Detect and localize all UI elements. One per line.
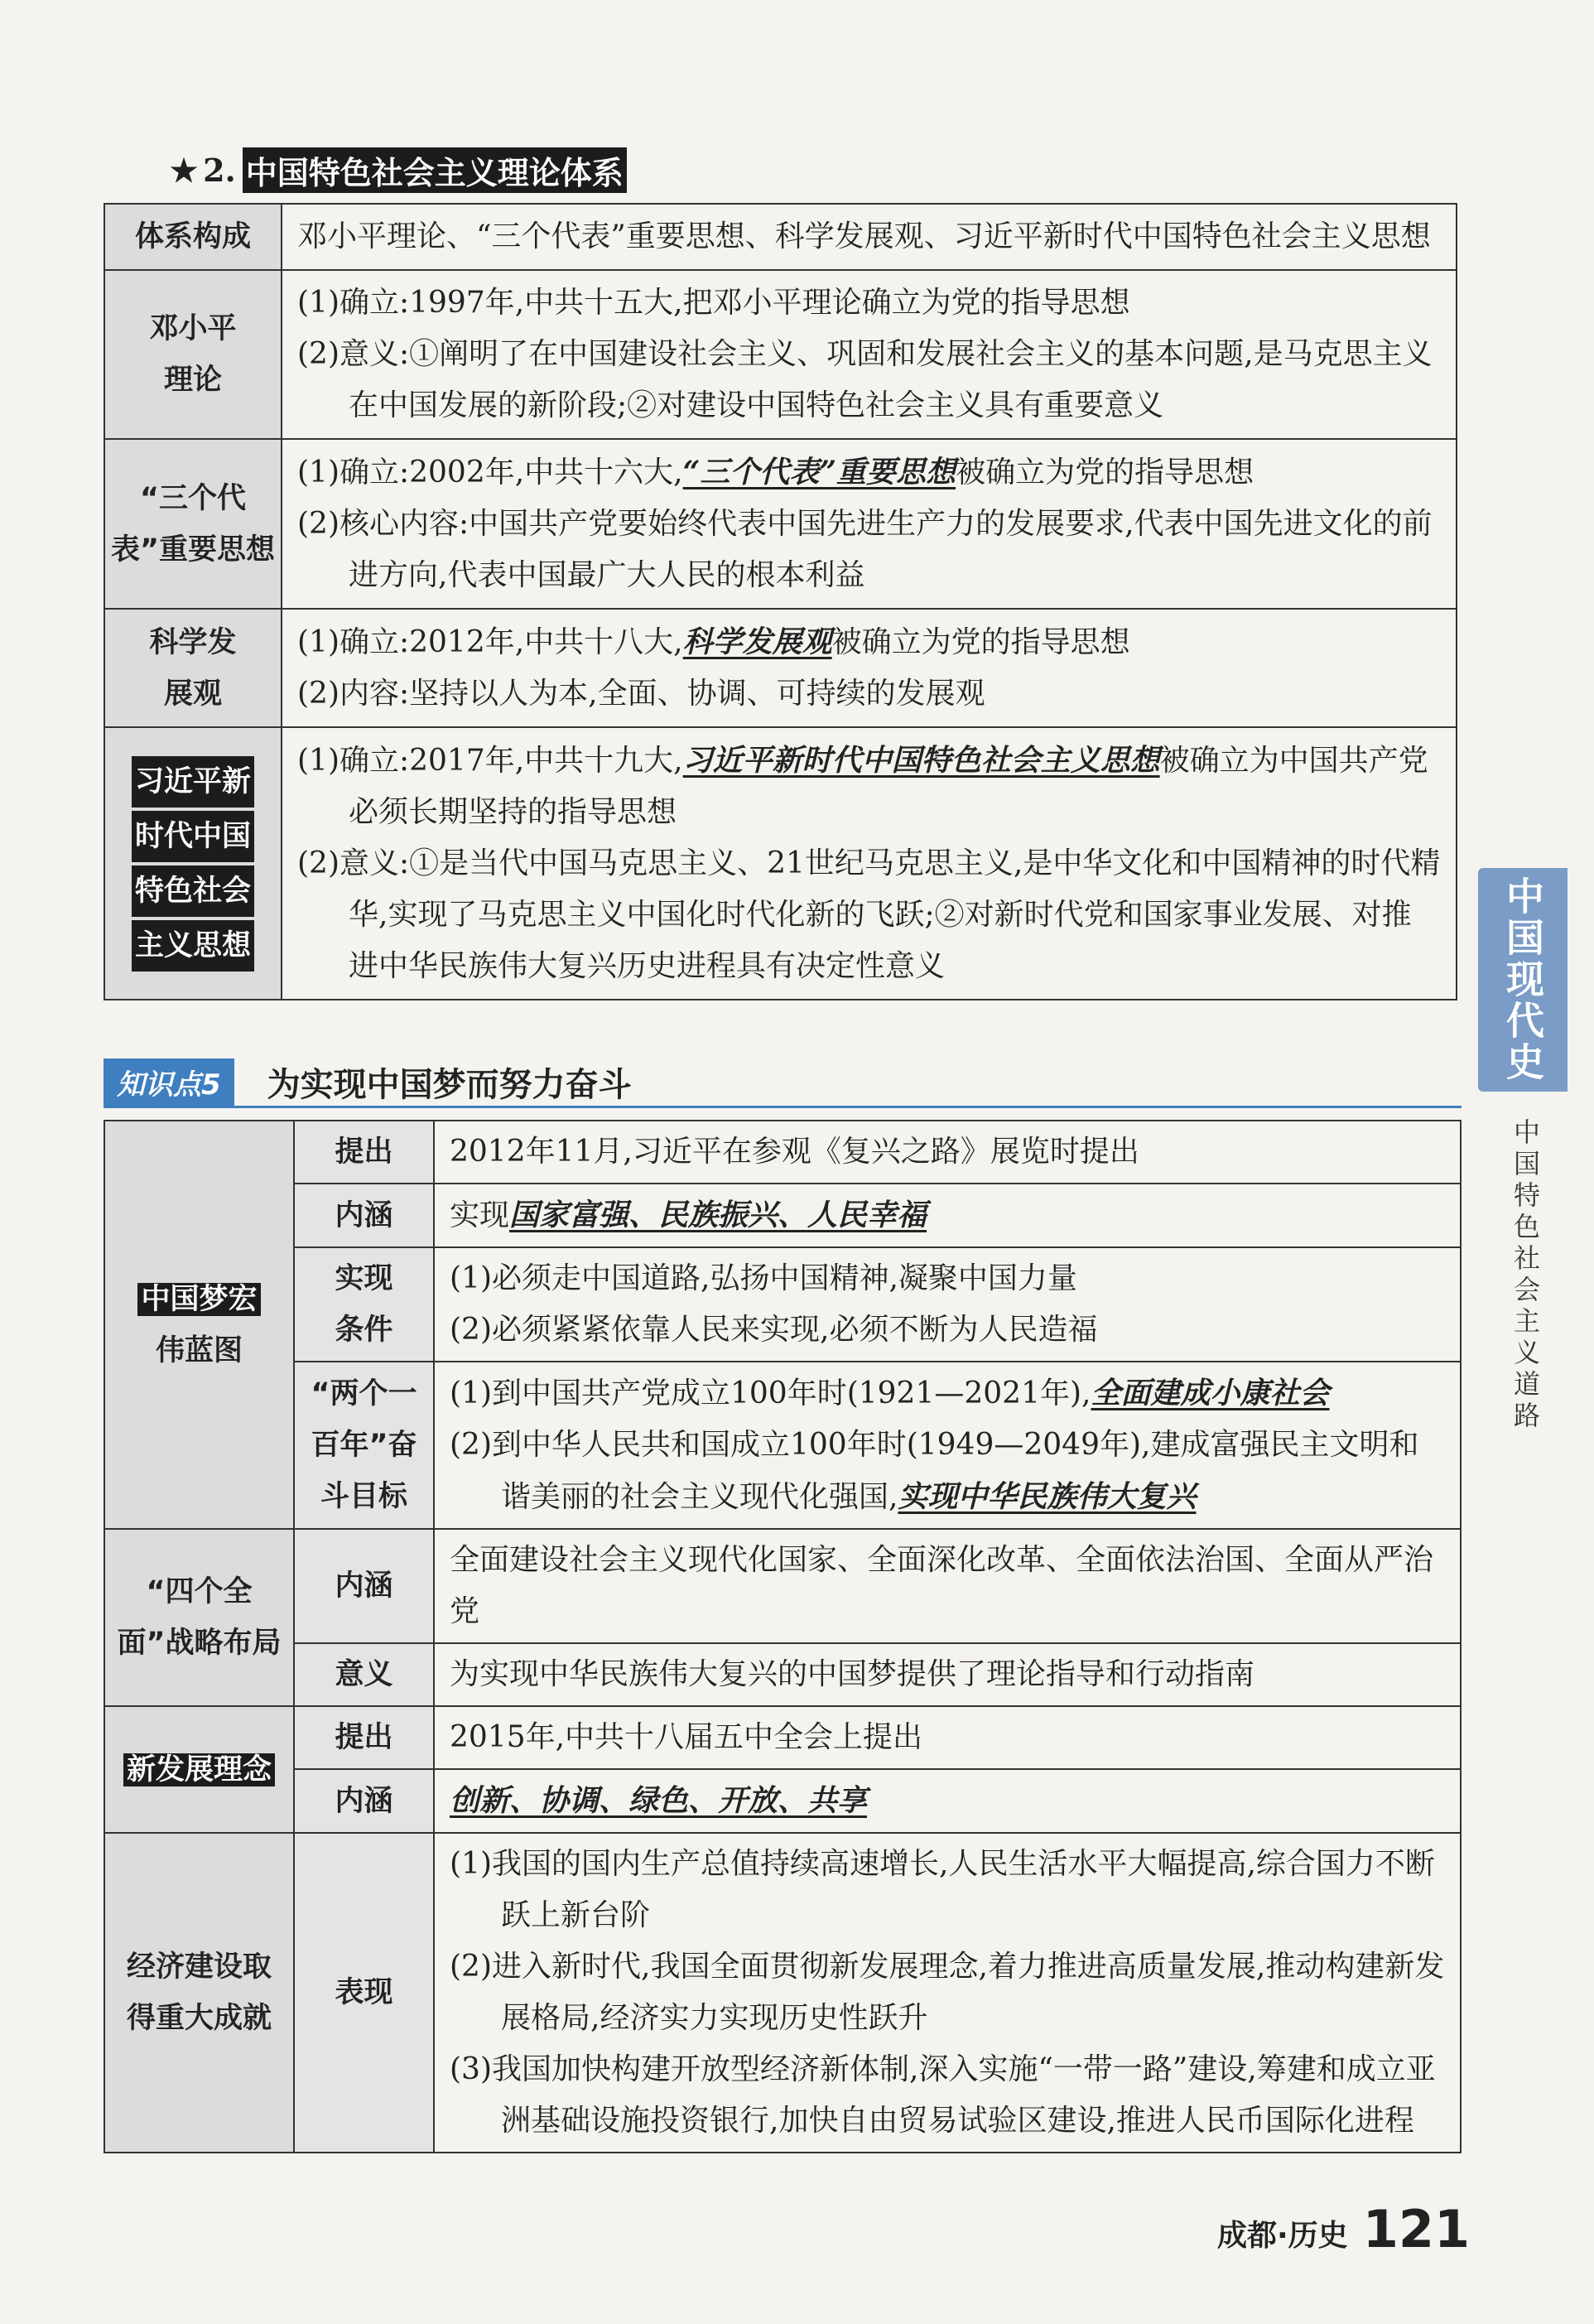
row-body: 实现国家富强、民族振兴、人民幸福: [434, 1184, 1461, 1247]
row-head: “三个代表”重要思想: [104, 439, 282, 609]
row-body: (1)必须走中国道路,弘扬中国精神,凝聚中国力量 (2)必须紧紧依靠人民来实现,必须不断为人民造福: [434, 1247, 1461, 1362]
row-body: 为实现中华民族伟大复兴的中国梦提供了理论指导和行动指南: [434, 1643, 1461, 1706]
page-footer: [1217, 2199, 1470, 2259]
row-body: 全面建设社会主义现代化国家、全面深化改革、全面依法治国、全面从严治党: [434, 1529, 1461, 1643]
sub-head: 提出: [294, 1706, 434, 1769]
highlight-text: 国家富强、民族振兴、人民幸福: [509, 1198, 927, 1232]
table-row: [104, 439, 1457, 609]
row-body: 邓小平理论、“三个代表”重要思想、科学发展观、习近平新时代中国特色社会主义思想: [282, 204, 1457, 270]
row-head: 体系构成: [104, 204, 282, 270]
table-row: [104, 1184, 1461, 1247]
row-body: [434, 1769, 1461, 1833]
sub-head: 意义: [294, 1643, 434, 1706]
highlight-text: “三个代表”重要思想: [682, 455, 956, 489]
row-body: 2015年,中共十八届五中全会上提出: [434, 1706, 1461, 1769]
table-row: [104, 727, 1457, 1000]
knowledge-point-badge: 知识点5: [104, 1058, 234, 1106]
section-number: 2.: [203, 152, 236, 189]
sub-head: 提出: [294, 1121, 434, 1184]
row-body: (1)确立:1997年,中共十五大,把邓小平理论确立为党的指导思想 (2)意义:①阐明了在中国建设社会主义、巩固和发展社会主义的基本问题,是马克思主义在中国发展的新阶段;②对建设中国特色社会主义具有重要意义: [282, 270, 1457, 439]
table-row: [104, 204, 1457, 270]
sub-head: 内涵: [294, 1184, 434, 1247]
table-row: [104, 1247, 1461, 1362]
row-body: (1)我国的国内生产总值持续高速增长,人民生活水平大幅提高,综合国力不断跃上新台阶 (2)进入新时代,我国全面贯彻新发展理念,着力推进高质量发展,推动构建新发展格局,经济实力实现历史性跃升 (3)我国加快构建开放型经济新体制,深入实施“一带一路”建设,筹建和成立亚洲基础设施投资银行,加快自由贸易试验区建设,推进人民币国际化进程: [434, 1833, 1461, 2153]
row-body: (1)确立:2017年,中共十九大,习近平新时代中国特色社会主义思想被确立为中国共产党必须长期坚持的指导思想 (2)意义:①是当代中国马克思主义、21世纪马克思主义,是中华文化和中国精神的时代精华,实现了马克思主义中国化时代化新的飞跃;②对新时代党和国家事业发展、对推进中华民族伟大复兴历史进程具有决定性意义: [282, 727, 1457, 1000]
knowledge-point-header: [104, 1058, 1462, 1108]
group-head: 新发展理念: [104, 1706, 294, 1833]
table-row: [104, 1529, 1461, 1643]
sub-head: “两个一百年”奋斗目标: [294, 1362, 434, 1529]
group-head: “四个全面”战略布局: [104, 1529, 294, 1706]
group-head: 中国梦宏 伟蓝图: [104, 1121, 294, 1529]
highlight-text: 科学发展观: [682, 624, 832, 659]
highlight-text: 习近平新时代中国特色社会主义思想: [682, 743, 1160, 778]
book-name: 成都·历史: [1217, 2219, 1348, 2253]
group-head: 经济建设取得重大成就: [104, 1833, 294, 2153]
row-head: 习近平新 时代中国 特色社会 主义思想: [104, 727, 282, 1000]
row-body: 2012年11月,习近平在参观《复兴之路》展览时提出: [434, 1121, 1461, 1184]
row-body: (1)到中国共产党成立100年时(1921—2021年),全面建成小康社会 (2)到中华人民共和国成立100年时(1949—2049年),建成富强民主文明和谐美丽的社会主义现代化强国,实现中华民族伟大复兴: [434, 1362, 1461, 1529]
row-body: (1)确立:2002年,中共十六大,“三个代表”重要思想被确立为党的指导思想 (2)核心内容:中国共产党要始终代表中国先进生产力的发展要求,代表中国先进文化的前进方向,代表中国最广大人民的根本利益: [282, 439, 1457, 609]
row-head: 邓小平理论: [104, 270, 282, 439]
table-row: [104, 1833, 1461, 2153]
chapter-subtitle: 中国特色社会主义道路: [1510, 1118, 1541, 1433]
table-row: [104, 1362, 1461, 1529]
table-row: [104, 1121, 1461, 1184]
sub-head: 实现条件: [294, 1247, 434, 1362]
highlight-text: 全面建成小康社会: [1091, 1376, 1330, 1410]
section-title-text: 中国特色社会主义理论体系: [243, 147, 627, 193]
chapter-tab: 中国现代史: [1478, 868, 1568, 1092]
row-head: 科学发展观: [104, 609, 282, 727]
table-row: [104, 1643, 1461, 1706]
highlight-text: 实现中华民族伟大复兴: [898, 1479, 1197, 1514]
dream-table: [104, 1120, 1462, 2153]
page-number: 121: [1362, 2199, 1471, 2259]
table-row: [104, 1769, 1461, 1833]
highlight-text: 创新、协调、绿色、开放、共享: [450, 1783, 868, 1818]
section-title: [170, 147, 627, 193]
table-row: [104, 1706, 1461, 1769]
knowledge-point-title: 为实现中国梦而努力奋斗: [267, 1066, 632, 1104]
theory-table: [104, 203, 1457, 1000]
star-icon: ★: [170, 152, 199, 189]
table-row: [104, 609, 1457, 727]
sub-head: 内涵: [294, 1529, 434, 1643]
row-body: (1)确立:2012年,中共十八大,科学发展观被确立为党的指导思想 (2)内容:坚持以人为本,全面、协调、可持续的发展观: [282, 609, 1457, 727]
sub-head: 内涵: [294, 1769, 434, 1833]
sub-head: 表现: [294, 1833, 434, 2153]
table-row: [104, 270, 1457, 439]
